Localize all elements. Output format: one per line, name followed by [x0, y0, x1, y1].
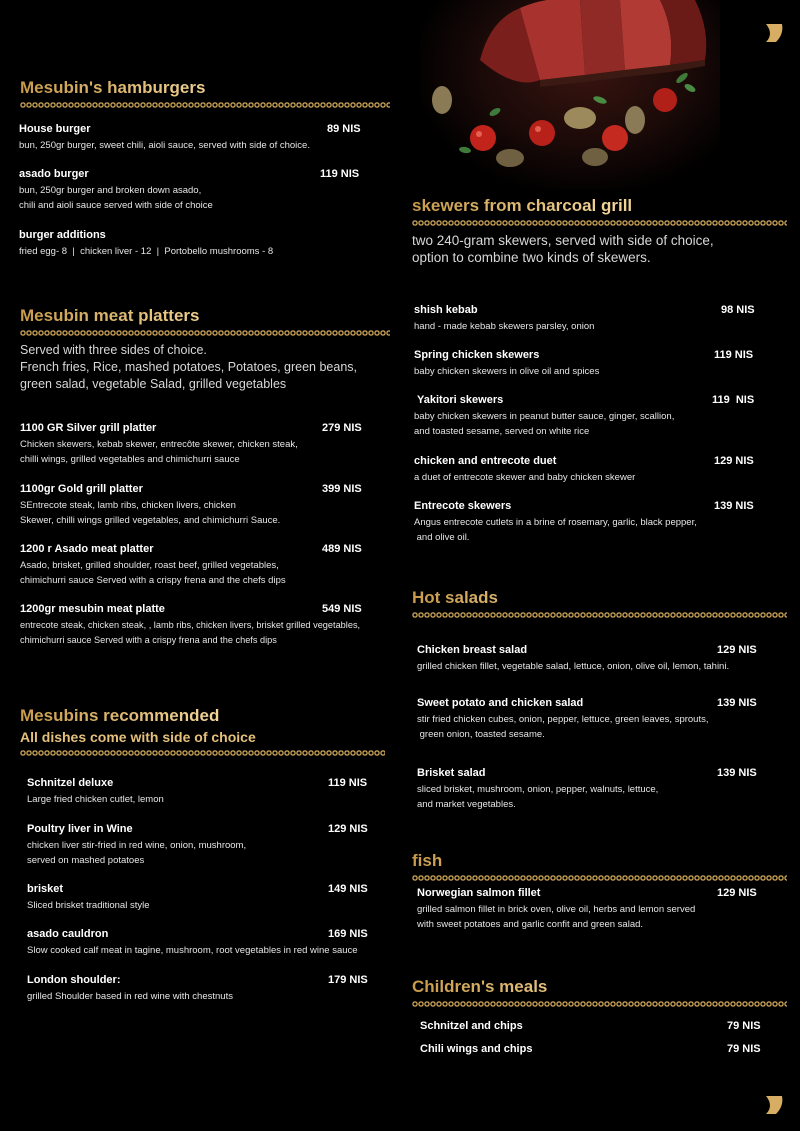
menu-item [414, 499, 774, 545]
section-recommended [20, 706, 385, 756]
menu-item [414, 454, 774, 485]
item-name: Poultry liver in Wine [27, 823, 133, 835]
item-name: shish kebab [414, 304, 478, 316]
item-price: 79 NIS [727, 1043, 761, 1055]
menu-item [417, 766, 777, 812]
item-price: 139 NIS [714, 500, 754, 512]
item-desc: grilled chicken fillet, vegetable salad, lettuce, onion, olive oil, lemon, tahini. [417, 661, 730, 672]
item-desc: SEntrecote steak, lamb ribs, chicken livers, chicken Skewer, chilli wings grilled vegetables, and chimichurri Sauce. [20, 500, 281, 526]
item-name: Spring chicken skewers [414, 349, 540, 361]
section-title: Mesubin's hamburgers [20, 78, 390, 98]
item-desc: bun, 250gr burger, sweet chili, aioli sauce, served with side of choice. [19, 140, 310, 151]
menu-item [19, 122, 379, 153]
menu-item [414, 393, 774, 439]
item-price: 119 NIS [320, 168, 360, 180]
steak-slices [480, 0, 706, 87]
item-name: Yakitori skewers [417, 394, 504, 406]
menu-item [420, 1042, 780, 1056]
item-price: 129 NIS [328, 823, 368, 835]
menu-item [27, 822, 387, 868]
gold-divider [412, 875, 787, 881]
item-name: Schnitzel and chips [420, 1020, 523, 1032]
gold-divider [412, 1001, 787, 1007]
menu-item [20, 602, 390, 648]
item-name: Chili wings and chips [420, 1043, 533, 1055]
menu-item [414, 348, 774, 379]
item-desc: Chicken skewers, kebab skewer, entrecôte skewer, chicken steak, chilli wings, grilled vegetables and chimichurri sauce [20, 439, 298, 465]
item-name: 1200 r Asado meat platter [20, 543, 154, 555]
section-title: Mesubin meat platters [20, 306, 390, 326]
item-desc: bun, 250gr burger and broken down asado, chili and aioli sauce served with side of choice [19, 185, 213, 211]
item-desc: grilled salmon fillet in brick oven, olive oil, herbs and lemon served with sweet potatoes and garlic confit and green salad. [417, 904, 696, 930]
section-title: Mesubins recommended [20, 706, 385, 726]
item-price: 89 NIS [327, 123, 361, 135]
section-title: Children's meals [412, 977, 787, 997]
item-name: 1200gr mesubin meat platte [20, 603, 165, 615]
item-desc: a duet of entrecote skewer and baby chicken skewer [414, 472, 636, 483]
item-price: 149 NIS [328, 883, 368, 895]
menu-item [27, 927, 392, 958]
item-price: 179 NIS [328, 974, 368, 986]
item-price: 169 NIS [328, 928, 368, 940]
gold-divider [20, 330, 390, 336]
menu-item [20, 482, 380, 528]
item-price: 129 NIS [717, 887, 757, 899]
item-desc: Large fried chicken cutlet, lemon [27, 794, 164, 805]
gold-divider [412, 220, 787, 226]
item-desc: Slow cooked calf meat in tagine, mushroom, root vegetables in red wine sauce [27, 945, 358, 956]
item-name: burger additions [19, 229, 106, 241]
item-name: asado burger [19, 168, 89, 180]
section-title: Hot salads [412, 588, 787, 608]
menu-item [417, 886, 777, 932]
item-name: Chicken breast salad [417, 644, 528, 656]
menu-item [27, 973, 387, 1004]
section-hamburgers [20, 78, 390, 108]
menu-item [19, 167, 379, 213]
item-price: 279 NIS [322, 422, 362, 434]
item-desc: entrecote steak, chicken steak, , lamb ribs, chicken livers, brisket grilled vegetables, chimichurri sauce Served with a crispy frena and the chefs dips [20, 620, 361, 645]
item-price: 489 NIS [322, 543, 362, 555]
item-name: chicken and entrecote duet [414, 455, 557, 467]
item-desc: baby chicken skewers in olive oil and spices [414, 366, 600, 377]
section-hot-salads [412, 588, 787, 618]
menu-item [20, 542, 380, 588]
section-subtitle: All dishes come with side of choice [20, 729, 256, 745]
menu-item [27, 776, 387, 807]
gold-divider [20, 750, 385, 756]
item-name: Brisket salad [417, 767, 486, 779]
item-desc: Sliced brisket traditional style [27, 900, 150, 911]
section-intro: two 240-gram skewers, served with side of choice, option to combine two kinds of skewers. [412, 233, 714, 265]
item-name: brisket [27, 883, 64, 895]
item-desc: sliced brisket, mushroom, onion, pepper, walnuts, lettuce, and market vegetables. [417, 784, 659, 810]
menu-item [414, 303, 774, 334]
item-name: House burger [19, 123, 91, 135]
item-name: Entrecote skewers [414, 500, 512, 512]
steak-photo [420, 0, 720, 190]
item-price: 139 NIS [717, 767, 757, 779]
item-desc: Angus entrecote cutlets in a brine of rosemary, garlic, black pepper, and olive oil. [414, 517, 697, 543]
menu-item [19, 228, 379, 259]
item-desc: hand - made kebab skewers parsley, onion [414, 321, 595, 332]
menu-item [417, 696, 777, 742]
gold-divider [412, 612, 787, 618]
item-price: 129 NIS [717, 644, 757, 656]
item-price: 139 NIS [717, 697, 757, 709]
item-name: Sweet potato and chicken salad [417, 697, 584, 709]
item-price: 119 NIS [714, 349, 754, 361]
item-name: Schnitzel deluxe [27, 777, 114, 789]
item-price: 119 NIS [328, 777, 368, 789]
item-price: 98 NIS [721, 304, 755, 316]
gold-corner-ornament-top [764, 22, 786, 44]
menu-item [417, 643, 777, 674]
item-name: 1100 GR Silver grill platter [20, 422, 157, 434]
item-name: London shoulder: [27, 974, 121, 986]
item-desc: baby chicken skewers in peanut butter sauce, ginger, scallion, and toasted sesame, served on white rice [414, 411, 675, 437]
item-desc: stir fried chicken cubes, onion, pepper, lettuce, green leaves, sprouts, green onion, toasted sesame. [417, 714, 709, 740]
item-desc: grilled Shoulder based in red wine with chestnuts [27, 991, 233, 1002]
item-price: 129 NIS [714, 455, 754, 467]
section-intro: Served with three sides of choice. French fries, Rice, mashed potatoes, Potatoes, green beans, green salad, vegetable Salad, grilled vegetables [20, 343, 357, 391]
item-price: 549 NIS [322, 603, 362, 615]
menu-item [20, 421, 380, 467]
gold-corner-ornament-bottom [764, 1094, 786, 1116]
section-title: fish [412, 851, 787, 871]
item-name: 1100gr Gold grill platter [20, 483, 143, 495]
menu-item [420, 1019, 780, 1033]
item-desc: chicken liver stir-fried in red wine, onion, mushroom, served on mashed potatoes [27, 840, 247, 866]
item-price: 399 NIS [322, 483, 362, 495]
item-desc: fried egg- 8 | chicken liver - 12 | Portobello mushrooms - 8 [19, 246, 274, 257]
gold-divider [20, 102, 390, 108]
item-price: 79 NIS [727, 1020, 761, 1032]
section-skewers [412, 196, 787, 266]
section-meat-platters [20, 306, 390, 393]
menu-item [27, 882, 387, 913]
item-name: asado cauldron [27, 928, 109, 940]
item-name: Norwegian salmon fillet [417, 887, 541, 899]
section-title: skewers from charcoal grill [412, 196, 787, 216]
item-price: 119 NIS [712, 394, 755, 406]
item-desc: Asado, brisket, grilled shoulder, roast beef, grilled vegetables, chimichurri sauce Served with a crispy frena and the chefs dips [20, 560, 286, 586]
section-childrens-meals [412, 977, 787, 1007]
section-fish [412, 851, 787, 881]
